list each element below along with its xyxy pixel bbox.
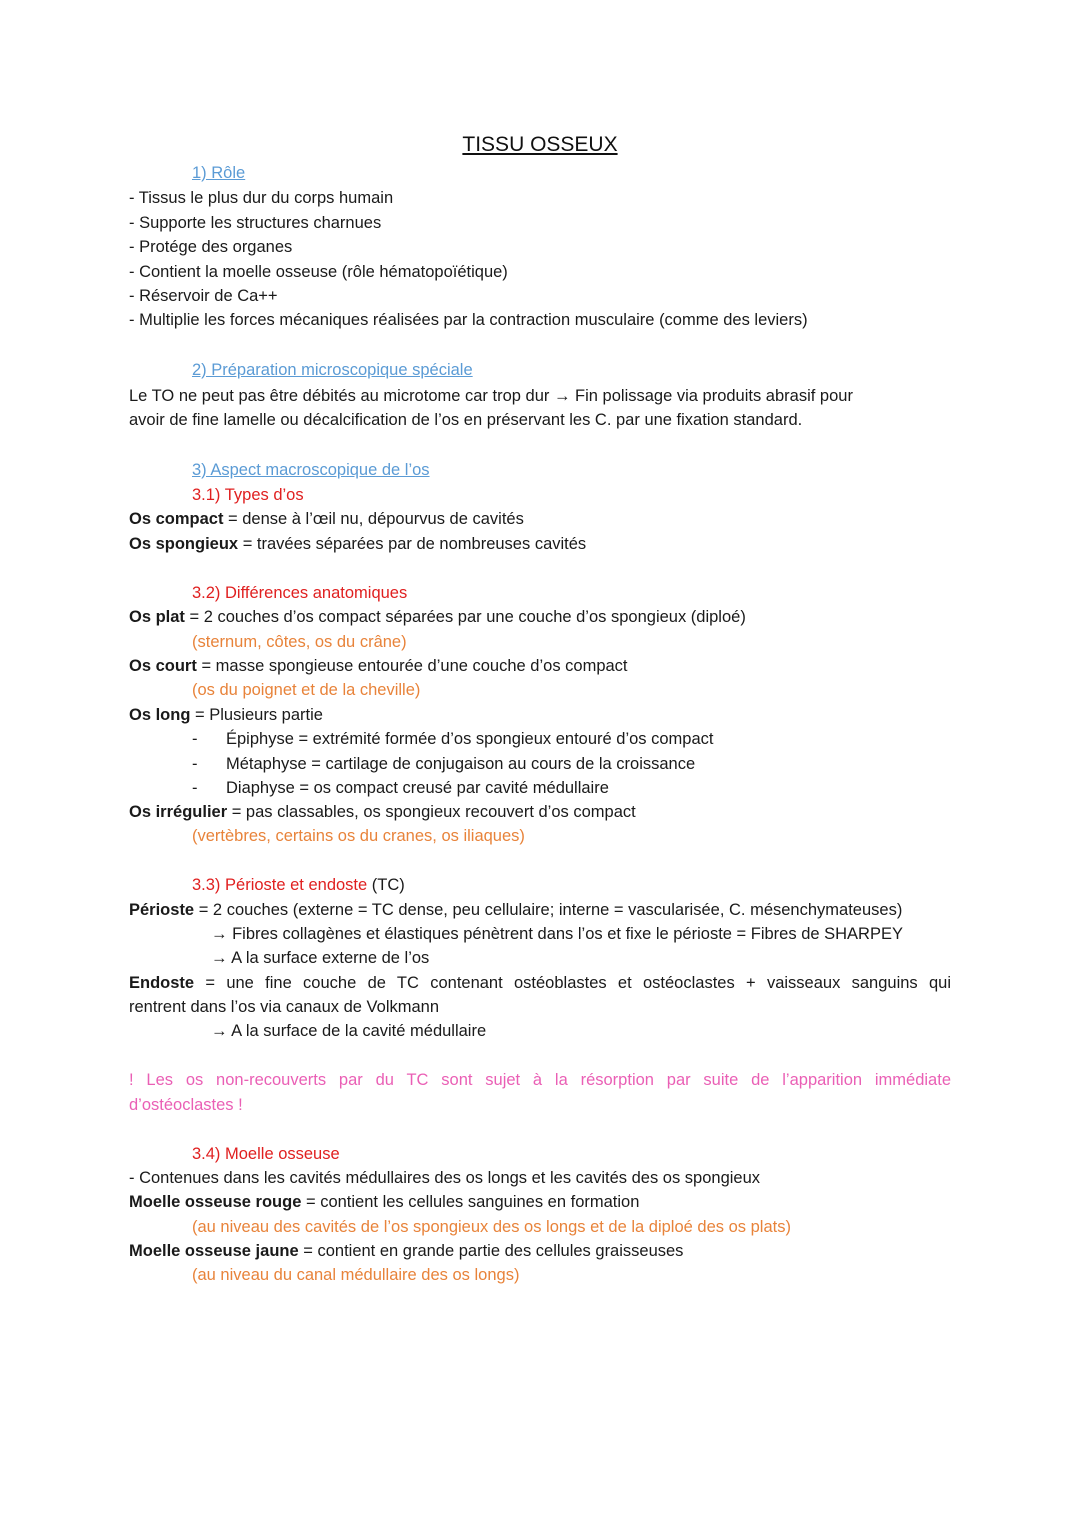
arrow-note: → A la surface de la cavité médullaire <box>211 1022 487 1040</box>
paragraph-line: Le TO ne peut pas être débités au microtome car trop dur → Fin polissage via produits abrasif pour <box>129 387 853 405</box>
definition-os-plat <box>129 606 746 628</box>
definition: = dense à l’œil nu, dépourvus de cavités <box>223 510 524 528</box>
section-heading-preparation: 2) Préparation microscopique spéciale <box>192 361 473 379</box>
term: Périoste <box>129 901 195 919</box>
arrow-note: → Fibres collagènes et élastiques pénètrent dans l’os et fixe le périoste = Fibres de SHARPEY <box>211 925 903 943</box>
list-item: - Contient la moelle osseuse (rôle hématopoïétique) <box>129 263 508 281</box>
definition: = Plusieurs partie <box>190 706 323 724</box>
definition: = travées séparées par de nombreuses cavités <box>238 535 587 553</box>
definition-os-court <box>129 655 628 677</box>
list-text: Métaphyse = cartilage de conjugaison au cours de la croissance <box>226 755 696 773</box>
bullet-dash: - <box>192 779 198 797</box>
example-note: (vertèbres, certains os du cranes, os iliaques) <box>192 827 525 845</box>
example-note: (sternum, côtes, os du crâne) <box>192 633 407 651</box>
list-item: - Tissus le plus dur du corps humain <box>129 189 394 207</box>
warning-note: d’ostéoclastes ! <box>129 1096 243 1114</box>
arrow-note: → A la surface externe de l’os <box>211 949 430 967</box>
list-item: - Protége des organes <box>129 238 293 256</box>
list-item: - Supporte les structures charnues <box>129 214 382 232</box>
definition: = 2 couches d’os compact séparées par une couche d’os spongieux (diploé) <box>184 608 746 626</box>
definition-endoste <box>129 972 951 994</box>
definition-os-spongieux <box>129 533 586 555</box>
list-item: - Contenues dans les cavités médullaires des os longs et les cavités des os spongieux <box>129 1169 761 1187</box>
list-item <box>192 728 713 750</box>
definition-moelle-jaune <box>129 1240 683 1262</box>
term: Os spongieux <box>129 535 239 553</box>
page-title: TISSU OSSEUX <box>462 133 618 156</box>
term: Os plat <box>129 608 185 626</box>
heading-suffix: (TC) <box>367 876 405 894</box>
term: Endoste <box>129 974 195 992</box>
definition: = pas classables, os spongieux recouvert d’os compact <box>227 803 636 821</box>
subsection-heading-moelle: 3.4) Moelle osseuse <box>192 1145 340 1163</box>
term: Os irrégulier <box>129 803 228 821</box>
section-heading-aspect: 3) Aspect macroscopique de l’os <box>192 461 430 479</box>
heading-text: 3.3) Périoste et endoste <box>192 876 368 894</box>
definition-os-long <box>129 704 323 726</box>
warning-note: ! Les os non-recouverts par du TC sont sujet à la résorption par suite de l’apparition immédiate <box>129 1071 951 1089</box>
example-note: (au niveau du canal médullaire des os longs) <box>192 1266 520 1284</box>
list-item: - Multiplie les forces mécaniques réalisées par la contraction musculaire (comme des leviers) <box>129 311 808 329</box>
term: Os long <box>129 706 191 724</box>
paragraph-line: rentrent dans l’os via canaux de Volkmann <box>129 998 440 1016</box>
definition: = une fine couche de TC contenant ostéoblastes et ostéoclastes + vaisseaux sanguins qui <box>194 974 951 992</box>
definition: = contient les cellules sanguines en formation <box>301 1193 640 1211</box>
definition: = 2 couches (externe = TC dense, peu cellulaire; interne = vascularisée, C. mésenchymateuses) <box>194 901 903 919</box>
subsection-heading-types: 3.1) Types d’os <box>192 486 304 504</box>
section-heading-role: 1) Rôle <box>192 164 246 182</box>
term: Os compact <box>129 510 224 528</box>
definition: = contient en grande partie des cellules graisseuses <box>298 1242 684 1260</box>
list-item <box>192 753 695 775</box>
bullet-dash: - <box>192 755 198 773</box>
term: Os court <box>129 657 197 675</box>
subsection-heading-perioste <box>192 874 405 896</box>
list-item: - Réservoir de Ca++ <box>129 287 278 305</box>
example-note: (au niveau des cavités de l’os spongieux des os longs et de la diploé des os plats) <box>192 1218 791 1236</box>
definition-perioste <box>129 899 902 921</box>
example-note: (os du poignet et de la cheville) <box>192 681 421 699</box>
term: Moelle osseuse rouge <box>129 1193 302 1211</box>
paragraph-line: avoir de fine lamelle ou décalcification de l’os en préservant les C. par une fixation standard. <box>129 411 803 429</box>
definition-os-compact <box>129 508 524 530</box>
list-text: Diaphyse = os compact creusé par cavité médullaire <box>226 779 609 797</box>
definition-os-irregulier <box>129 801 636 823</box>
list-item <box>192 777 609 799</box>
list-text: Épiphyse = extrémité formée d’os spongieux entouré d’os compact <box>226 730 714 748</box>
bullet-dash: - <box>192 730 198 748</box>
term: Moelle osseuse jaune <box>129 1242 299 1260</box>
subsection-heading-differences: 3.2) Différences anatomiques <box>192 584 408 602</box>
definition: = masse spongieuse entourée d’une couche d’os compact <box>196 657 628 675</box>
definition-moelle-rouge <box>129 1191 639 1213</box>
